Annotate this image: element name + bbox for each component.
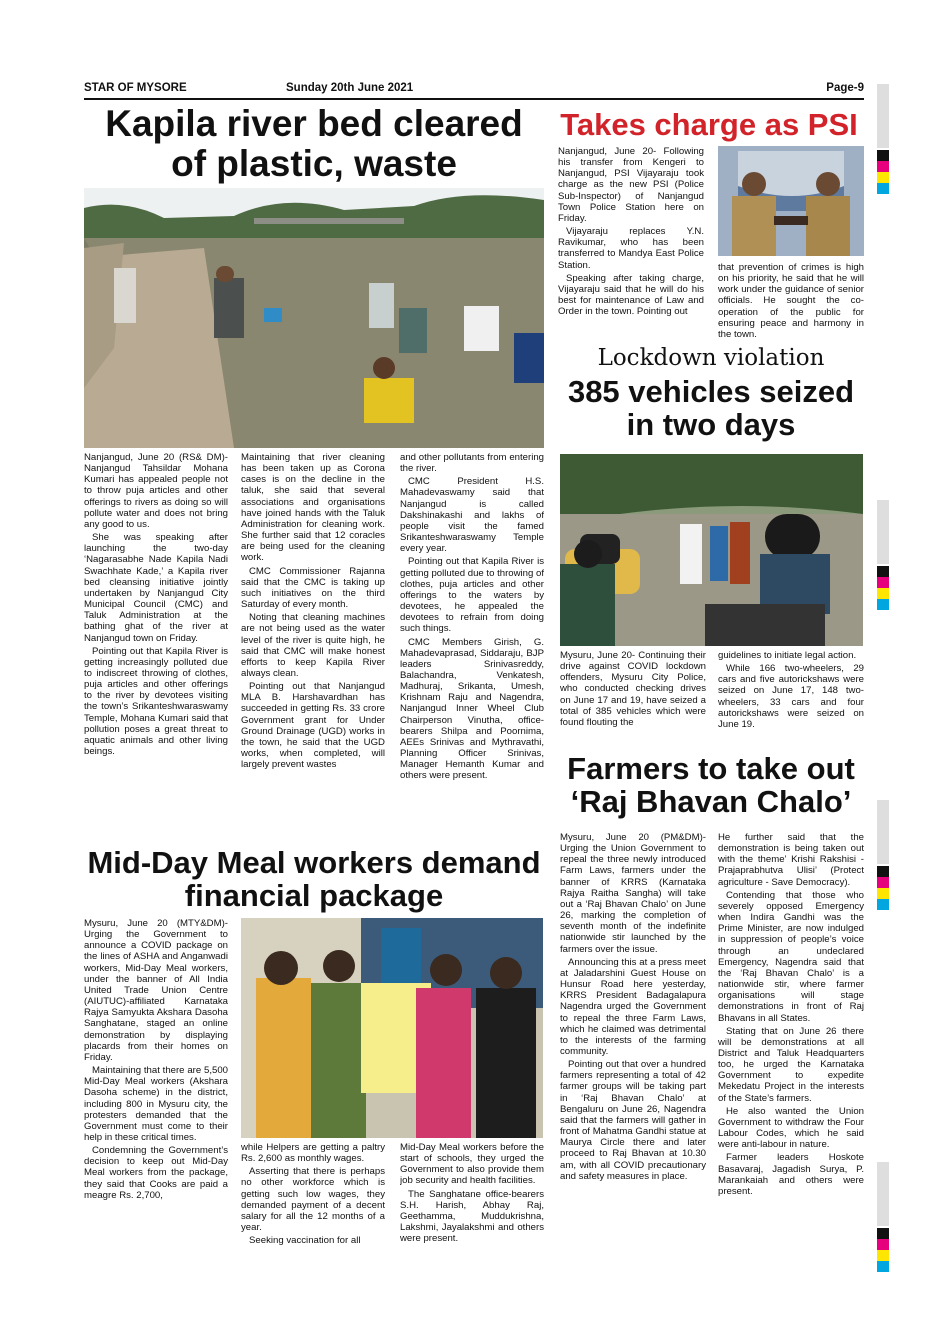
women-holding-placard-photo-icon [241,918,543,1138]
paragraph: Maintaining that river cleaning has been taken up as Corona cases is on the decline in the taluk, she said that several associations and organisations have joined hands with the Taluk Administration for cleaning work. She further said that 12 coracles are being used for the cleaning work. [241,452,385,564]
paragraph: The Sanghatane office-bearers S.H. Harish, Abhay Raj, Geethamma, Muddukrishna, Lakshmi, Jayalakshmi and others were present. [400,1188,544,1245]
paragraph: Condemning the Government’s decision to keep out Mid-Day Meal workers from the package, they said that Cooks are paid a meagre Rs. 2,700, [84,1145,228,1201]
paragraph: CMC Commissioner Rajanna said that the CMC is taking up such initiatives on the third Saturday of every month. [241,565,385,611]
paragraph: Asserting that there is perhaps no other workforce which is getting such low wages, they demanded payment of a decent salary for all the 12 months of a year. [241,1166,385,1234]
paragraph: guidelines to initiate legal action. [718,650,857,661]
paragraph: Maintaining that there are 5,500 Mid-Day Meal workers (Akshara Dasoha scheme) in the district, including 800 in Mysuru city, the protesters demanded that the Government must come to their help in these critical times. [84,1065,228,1143]
newspaper-name: STAR OF MYSORE [84,82,187,94]
paragraph: Stating that on June 26 there will be demonstrations at all District and Taluk Headquarters too, he urged the Karnataka Government to expedite Mekedatu Project in the interests of the State’s farmers. [718,1025,864,1104]
paragraph: Mysuru, June 20- Continuing their drive against COVID lockdown offenders, Mysuru City Police, who conducted checking drives on June 17 and 19, have seized a total of 385 vehicles which were found flouting the [560,650,706,728]
page-header [84,82,864,98]
midday-headline: Mid-Day Meal workers demand financial package [87,845,541,914]
paragraph: While 166 two-wheelers, 29 cars and five autorickshaws were seized on June 17, 148 two-wheelers, 33 cars and four autorickshaws were seized on June 19. [718,663,864,730]
paragraph: Nanjangud, June 20- Following his transfer from Kengeri to Nanjangud, PSI Vijayaraju took charge as the new PSI (Police Sub-Inspector) of Nanjangud Town Police Station here on Friday. [558,146,704,224]
paragraph: Contending that those who severely opposed Emergency when Indira Gandhi was the Prime Minister, are now indulged in suppression of people’s voice through an undeclared Emergency, Nagendra said that the ‘Raj Bhavan Chalo’ is a nationwide stir, where farmer organisations will stage demonstrations in front of Raj Bhavans in all States. [718,889,864,1024]
registration-mark-icon [877,1228,889,1272]
registration-mark-icon [877,866,889,910]
paragraph: CMC President H.S. Mahadevaswamy said that Nanjangud is called Dakshinakashi and lakhs of people visit the famed Srikanteshwaraswamy Temple every year. [400,476,544,555]
paragraph: Mysuru, June 20 (MTY&DM)- Urging the Government to announce a COVID package on the lines of ASHA and Anganwadi workers, Mid-Day Meal workers, under the banner of All India United Trade Union Centre (AIUTUC)-affiliated Karnataka Rajya Samyukta Akshara Dasoha Sanghatane, staged an online demonstration by displaying placards from their homes on Friday. [84,918,228,1063]
kapila-column-3 [400,452,544,848]
print-margin-bar [877,800,889,864]
farmers-column-1 [560,832,706,1270]
paragraph: He further said that the demonstration is being taken out with the theme’ Krishi Rakshisi - Prajaprabhutva Ulisi’ (Protect agriculture - Save Democracy). [718,832,864,888]
paragraph: while Helpers are getting a paltry Rs. 2,600 as monthly wages. [241,1142,385,1165]
page-number: Page-9 [826,82,864,94]
paragraph: Pointing out that Kapila River is getting increasingly polluted due to indiscreet throwing of clothes, puja articles and other offerings to the river by devotees visiting the town’s Srikanteshwaraswamy Temple, Mohana Kumari said that pollution poses a great threat to aquatic animals and other living beings. [84,645,228,758]
paragraph: that prevention of crimes is high on his priority, he said that he will work under the guidance of senior officials. He sought the co-operation of the public for ensuring peace and harmony in the town. [718,262,864,340]
vehicles-column-2 [718,650,864,750]
police-handshake-photo-icon [718,146,864,256]
paragraph: Seeking vaccination for all [249,1235,361,1247]
paragraph: Mysuru, June 20 (PM&DM)- Urging the Union Government to repeal the three newly introduced Farm Laws, farmers under the banner of KRRS (Karnataka Rajya Raitha Sangha) will take out a ‘Raj Bhavan Chalo’ on June 26, marking the completion of seventh month of the indefinite nationwide stir launched by the farmers over the issue. [560,832,706,955]
print-margin-bar [877,1162,889,1226]
lockdown-kicker: Lockdown violation [597,345,825,371]
midday-column-3 [400,1142,544,1270]
paragraph: Announcing this at a press meet at Jaladarshini Guest House on Hunsur Road here yesterday, KRRS President Badagalapura Nagendra urged the Government to repeal the three Farm Laws, which he claimed was detrimental to the interests of the farming community. [560,956,706,1057]
farmers-column-2 [718,832,864,1270]
paragraph: Pointing out that Nanjangud MLA B. Harshavardhan has succeeded in getting Rs. 33 crore Government grant for Under Ground Drainage (UGD) works in the town, he said that the UGD works, when completed, will largely prevent wastes [241,681,385,771]
river-cleanup-photo-icon [84,188,544,448]
farmers-headline: Farmers to take out ‘Raj Bhavan Chalo’ [567,751,855,820]
paragraph: She was speaking after launching the two-day ‘Nagarasabhe Nade Kapila Nadi Swachhate Kade,’ a Kapila river bed cleansing initiative jointly undertaken by Nanjangud City Municipal Council (CMC) and Taluk Administration at the bathing ghat of the river at Nanjangud town on Friday. [84,532,228,644]
registration-mark-icon [877,150,889,194]
psi-headline: Takes charge as PSI [560,107,858,142]
paragraph: Vijayaraju replaces Y.N. Ravikumar, who has been transferred to Mandya East Police Station. [558,226,704,271]
paragraph: Noting that cleaning machines are not being used as the water level of the river is quite high, he said that CMC will make honest efforts to keep Kapila River always clean. [241,612,385,679]
paragraph: Farmer leaders Hoskote Basavaraj, Jagadish Surya, P. Marankaiah and others were present. [718,1152,864,1197]
paragraph: Speaking after taking charge, Vijayaraju said that he will do his best for maintenance of Law and Order in the town. Pointing out [558,272,704,318]
paragraph: Nanjangud, June 20 (RS& DM)- Nanjangud Tahsildar Mohana Kumari has appealed people not to throw puja articles and other offerings to rivers as doing so will pollute water and does not bring any good to us. [84,452,228,530]
paragraph: Pointing out that over a hundred farmers representing a total of 42 farmer groups will be taking part in ‘Raj Bhavan Chalo’ at Bengaluru on June 26, Nagendra said that the farmers will gather in front of Mahatma Gandhi statue at Maurya Circle there and later proceed to Raj Bhavan at 10.30 am, with all COVID precautionary and safety measures in place. [560,1059,706,1182]
paragraph: and other pollutants from entering the river. [400,452,544,475]
traffic-check-photo-icon [560,454,863,646]
paragraph: Pointing out that Kapila River is getting polluted due to throwing of clothes, puja articles and other offerings to the waters by devotees, he appealed the devotees to refrain from doing such things. [400,556,544,635]
paragraph: Mid-Day Meal workers before the start of schools, they urged the Government to also provide them job security and health facilities. [400,1142,544,1187]
paragraph: CMC Members Girish, G. Mahadevaprasad, Siddaraju, BJP leaders Srinivasreddy, Balachandra, Venkatesh, Madhuraj, Srikanta, Umesh, Krishnam Raju and Nagendra, Nanjangud Inner Wheel Club Chairperson Vinutha, office-bearers Shilpa and Poornima, AEEs Srinivas and Mythravathi, Planning Officer Srinivas, Manager Hemanth Kumar and others were present. [400,636,544,782]
psi-column-1 [558,146,704,342]
print-margin-bar [877,84,889,148]
header-rule [84,98,864,100]
psi-column-2 [718,262,864,342]
paragraph: He also wanted the Union Government to withdraw the Four Labour Codes, which he said were anti-labour in nature. [718,1105,864,1151]
registration-mark-icon [877,566,889,610]
print-margin-bar [877,500,889,564]
vehicles-column-1 [560,650,706,750]
kapila-column-1 [84,452,228,848]
vehicles-headline: 385 vehicles seized in two days [567,374,855,443]
kapila-column-2 [241,452,385,848]
midday-column-1 [84,918,228,1270]
midday-column-2 [241,1142,385,1270]
issue-date: Sunday 20th June 2021 [286,82,414,94]
kapila-headline: Kapila river bed cleared of plastic, waste [105,103,523,184]
